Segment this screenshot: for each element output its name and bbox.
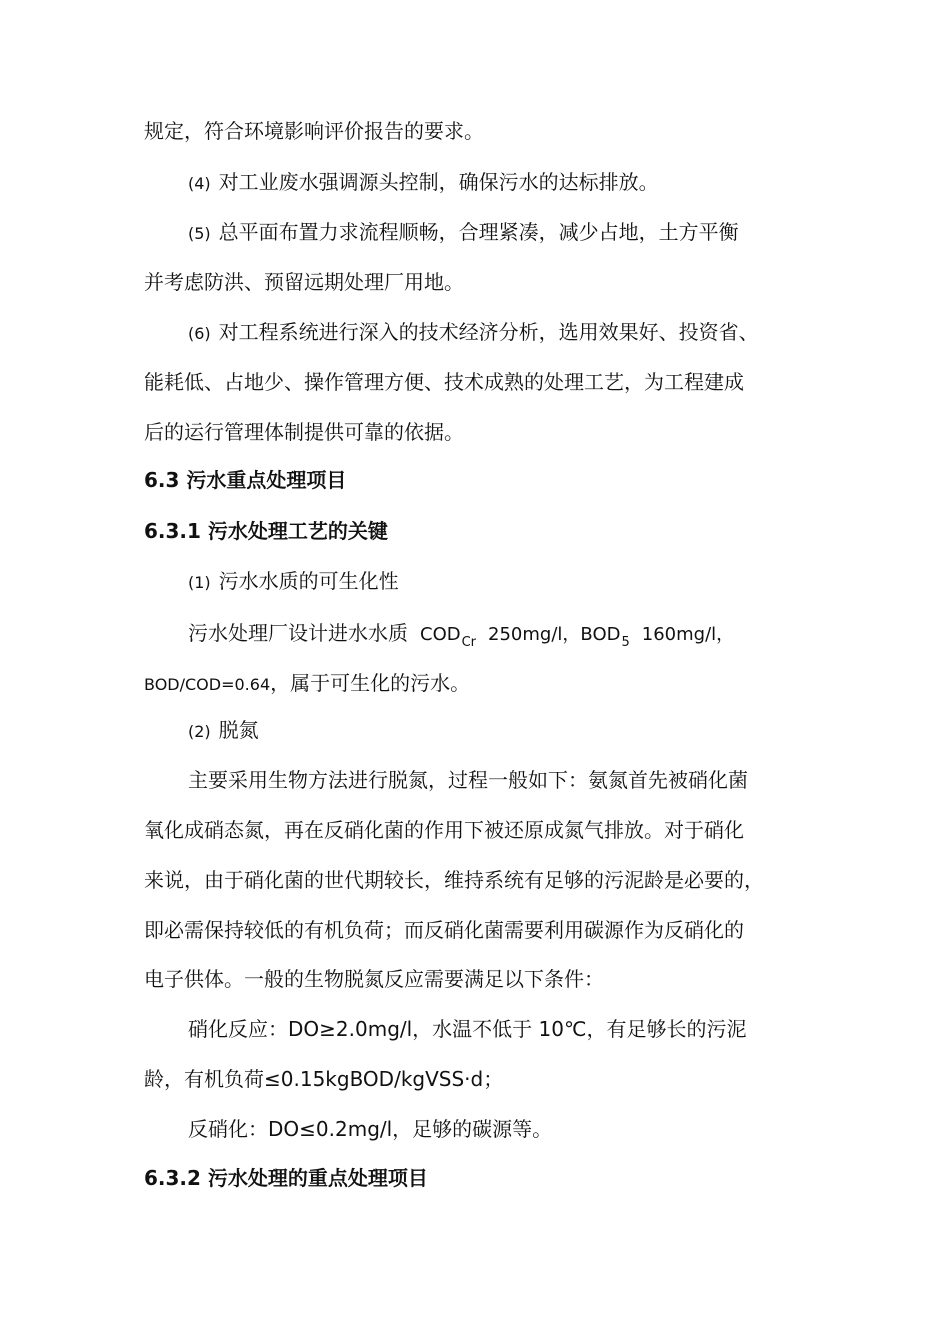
denitrification-paragraph-line: 电子供体。一般的生物脱氮反应需要满足以下条件：	[144, 967, 604, 991]
subheading-2: (2) 脱氮	[188, 718, 259, 742]
nitrification-conditions-line: 龄，有机负荷≤0.15kgBOD/kgVSS·d；	[144, 1067, 504, 1091]
item-number: (6)	[188, 324, 211, 343]
influent-quality-continuation: BOD/COD=0.64，属于可生化的污水。	[144, 671, 471, 695]
cod-value: 250mg/l，	[488, 624, 581, 645]
item-number: (2)	[188, 722, 211, 741]
list-item-6-continuation: 后的运行管理体制提供可靠的依据。	[144, 420, 464, 444]
denitrification-paragraph-line: 来说，由于硝化菌的世代期较长，维持系统有足够的污泥龄是必要的，	[144, 868, 764, 892]
bod-label: BOD	[580, 624, 621, 645]
bod-cod-ratio: BOD/COD=0.64	[144, 675, 271, 694]
list-item-5-continuation: 并考虑防洪、预留远期处理厂用地。	[144, 270, 464, 294]
bod-subscript: 5	[621, 635, 630, 650]
item-number: (4)	[188, 174, 211, 193]
section-heading-6-3-1: 6.3.1 污水处理工艺的关键	[144, 519, 388, 543]
subheading-1: (1) 污水水质的可生化性	[188, 569, 399, 593]
denitrification-paragraph-line: 即必需保持较低的有机负荷；而反硝化菌需要利用碳源作为反硝化的	[144, 918, 744, 942]
bod-value: 160mg/l，	[641, 624, 735, 645]
denitrification-paragraph-line: 氧化成硝态氮，再在反硝化菌的作用下被还原成氮气排放。对于硝化	[144, 818, 744, 842]
item-number: (1)	[188, 573, 211, 592]
section-heading-6-3: 6.3 污水重点处理项目	[144, 468, 347, 492]
section-heading-6-3-2: 6.3.2 污水处理的重点处理项目	[144, 1166, 428, 1190]
cod-label: COD	[420, 624, 461, 645]
influent-quality-line: 污水处理厂设计进水水质 $COD_{Cr}$ 250mg/l，$BOD_5$ 160mg/l，	[188, 621, 735, 650]
item-number: (5)	[188, 224, 211, 243]
denitrification-paragraph: 主要采用生物方法进行脱氮，过程一般如下：氨氮首先被硝化菌	[188, 768, 748, 792]
denitrification-conditions: 反硝化：DO≤0.2mg/l，足够的碳源等。	[188, 1117, 553, 1141]
list-item-6: (6) 对工程系统进行深入的技术经济分析，选用效果好、投资省、	[188, 320, 759, 344]
paragraph-continuation: 规定，符合环境影响评价报告的要求。	[144, 119, 484, 143]
list-item-6-continuation: 能耗低、占地少、操作管理方便、技术成熟的处理工艺，为工程建成	[144, 370, 744, 394]
list-item-4: (4) 对工业废水强调源头控制，确保污水的达标排放。	[188, 170, 659, 194]
list-item-5: (5) 总平面布置力求流程顺畅，合理紧凑，减少占地，土方平衡	[188, 220, 739, 244]
cod-subscript: Cr	[461, 635, 477, 650]
nitrification-conditions: 硝化反应：DO≥2.0mg/l，水温不低于 10℃，有足够长的污泥	[188, 1017, 747, 1041]
